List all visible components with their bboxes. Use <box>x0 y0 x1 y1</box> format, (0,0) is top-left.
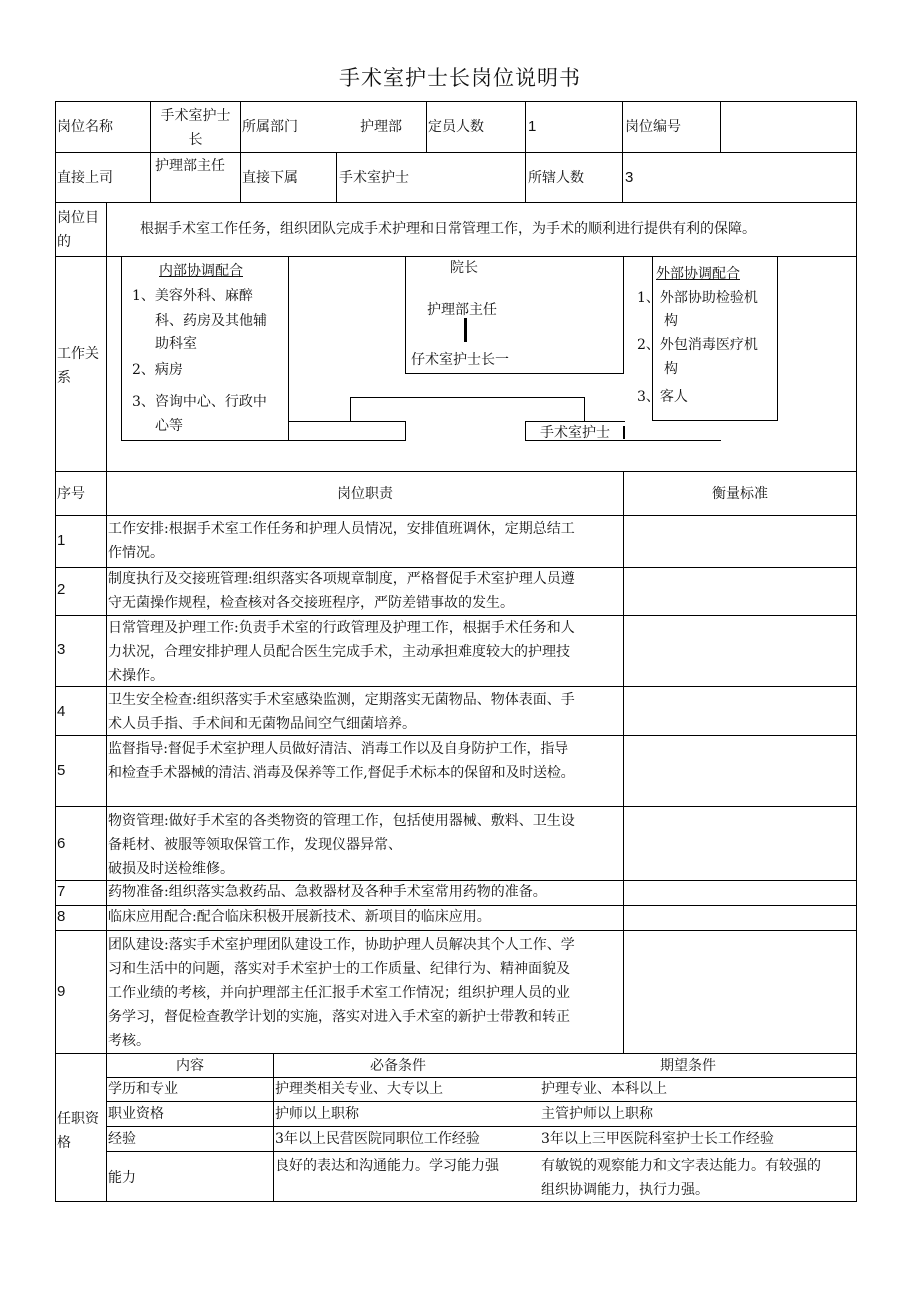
duty-no: 5 <box>57 762 66 779</box>
external-coordination-title: 外部协调配合 <box>656 266 740 282</box>
internal-item: 助科室 <box>155 336 197 352</box>
direct-superior-label: 直接上司 <box>57 170 113 186</box>
org-cursor-mark <box>623 426 625 439</box>
purpose-text: 根据手术室工作任务，组织团队完成手术护理和日常管理工作，为手术的顺利进行提供有利的保障。 <box>140 221 756 237</box>
duty-no: 8 <box>57 908 66 925</box>
duty-text: 日常管理及护理工作:负责手术室的行政管理及护理工作，根据手术任务和人 力状况，合理安排护理人员配合医生完成手术，主动承担难度较大的护理技 术操作。 <box>108 620 575 684</box>
duty-text: 团队建设:落实手术室护理团队建设工作，协助护理人员解决其个人工作、学 习和生活中的问题，落实对手术室护士的工作质量、纪律行为、精神面貌及 工作业绩的考核，并向护理部主任汇报手术室工作情况；组织护理人员的业 务学习，督促检查教学计划的实施，落实对进入手术室的新护士带教和转正 考核。 <box>108 937 575 1049</box>
duty-no: 7 <box>57 883 66 900</box>
internal-item: 1、美容外科、麻醉 <box>132 288 253 304</box>
direct-subordinate-label: 直接下属 <box>242 170 298 186</box>
qual-required: 护理类相关专业、大专以上 <box>275 1081 443 1097</box>
internal-item: 2、病房 <box>132 362 183 378</box>
position-name-value-cont: 长 <box>188 132 203 148</box>
subordinate-count-label: 所辖人数 <box>528 170 584 186</box>
qual-item: 能力 <box>108 1170 136 1186</box>
qual-desired: 3年以上三甲医院科室护士长工作经验 <box>541 1131 774 1147</box>
external-item: 1、外部协助检验机 <box>637 290 758 306</box>
qual-item: 学历和专业 <box>108 1081 178 1097</box>
qual-required: 3年以上民营医院同职位工作经验 <box>275 1131 480 1147</box>
duty-text: 卫生安全检查:组织落实手术室感染监测，定期落实无菌物品、物体表面、手 术人员手指、手术间和无菌物品间空气细菌培养。 <box>108 692 575 732</box>
duties-col-duty: 岗位职责 <box>337 486 393 502</box>
qual-desired: 有敏锐的观察能力和文字表达能力。有较强的 <box>541 1158 821 1174</box>
subordinate-count-value: 3 <box>625 169 634 186</box>
duty-no: 3 <box>57 641 66 658</box>
position-name-value: 手术室护士 <box>160 108 231 124</box>
qual-col-required: 必备条件 <box>370 1058 426 1074</box>
qual-col-content: 内容 <box>176 1058 204 1074</box>
direct-superior-value: 护理部主任 <box>155 158 225 174</box>
external-item: 2、外包消毒医疗机 <box>637 337 758 353</box>
purpose-label: 岗位目 <box>57 210 99 226</box>
qual-col-desired: 期望条件 <box>660 1058 716 1074</box>
duty-no: 1 <box>57 532 66 549</box>
duty-no: 4 <box>57 703 66 720</box>
qual-item: 职业资格 <box>108 1106 164 1122</box>
qual-item: 经验 <box>108 1131 136 1147</box>
department-label: 所属部门 <box>242 119 298 135</box>
page-title: 手术室护士长岗位说明书 <box>339 66 581 90</box>
org-head-nurse: 仔术室护士长一 <box>411 352 509 368</box>
duty-text: 药物准备:组织落实急救药品、急救器材及各种手术室常用药物的准备。 <box>108 884 547 900</box>
duty-text: 临床应用配合:配合临床积极开展新技术、新项目的临床应用。 <box>108 909 491 925</box>
duty-no: 6 <box>57 835 66 852</box>
qual-desired: 主管护师以上职称 <box>541 1106 653 1122</box>
headcount-label: 定员人数 <box>428 119 484 135</box>
duty-no: 9 <box>57 983 66 1000</box>
external-item: 3、客人 <box>637 389 688 405</box>
duty-text: 物资管理:做好手术室的各类物资的管理工作，包括使用器械、敷料、卫生设 备耗材、被服等领取保管工作，发现仪器异常、 破损及时送检维修。 <box>108 813 575 877</box>
duty-text: 监督指导:督促手术室护理人员做好清洁、消毒工作以及自身防护工作，指导 和检查手术器械的清洁､消毒及保养等工作,督促手术标本的保留和及时送检。 <box>108 741 575 781</box>
qual-desired: 护理专业、本科以上 <box>541 1081 667 1097</box>
position-name-label: 岗位名称 <box>57 119 113 135</box>
external-item: 构 <box>664 313 678 329</box>
internal-item: 科、药房及其他辅 <box>155 313 267 329</box>
qual-required: 良好的表达和沟通能力。学习能力强 <box>275 1158 499 1174</box>
duty-no: 2 <box>57 581 66 598</box>
qual-desired-cont: 组织协调能力，执行力强。 <box>541 1182 709 1198</box>
duty-text: 工作安排:根据手术室工作任务和护理人员情况，安排值班调休，定期总结工 作情况。 <box>108 521 575 561</box>
external-item: 构 <box>664 361 678 377</box>
headcount-value: 1 <box>528 118 537 135</box>
qualifications-label-cont: 格 <box>57 1135 71 1151</box>
internal-item: 3、咨询中心、行政中 <box>132 394 267 410</box>
relations-label-cont: 系 <box>57 370 71 386</box>
qualifications-label: 任职资 <box>57 1111 99 1127</box>
internal-coordination-title: 内部协调配合 <box>159 263 243 279</box>
purpose-label-cont: 的 <box>57 234 71 250</box>
relations-label: 工作关 <box>57 346 99 362</box>
duties-col-standard: 衡量标准 <box>712 486 768 502</box>
org-nursing-director: 护理部主任 <box>427 302 497 318</box>
duty-text: 制度执行及交接班管理:组织落实各项规章制度，严格督促手术室护理人员遵 守无菌操作规程，检查核对各交接班程序，严防差错事故的发生。 <box>108 571 575 611</box>
qual-required: 护师以上职称 <box>275 1106 359 1122</box>
department-value: 护理部 <box>360 119 402 135</box>
duties-col-no: 序号 <box>57 486 85 502</box>
org-or-nurse: 手术室护士 <box>540 425 610 441</box>
org-dean: 院长 <box>450 260 478 276</box>
position-code-label: 岗位编号 <box>625 119 681 135</box>
internal-item: 心等 <box>155 418 183 434</box>
direct-subordinate-value: 手术室护士 <box>339 170 409 186</box>
